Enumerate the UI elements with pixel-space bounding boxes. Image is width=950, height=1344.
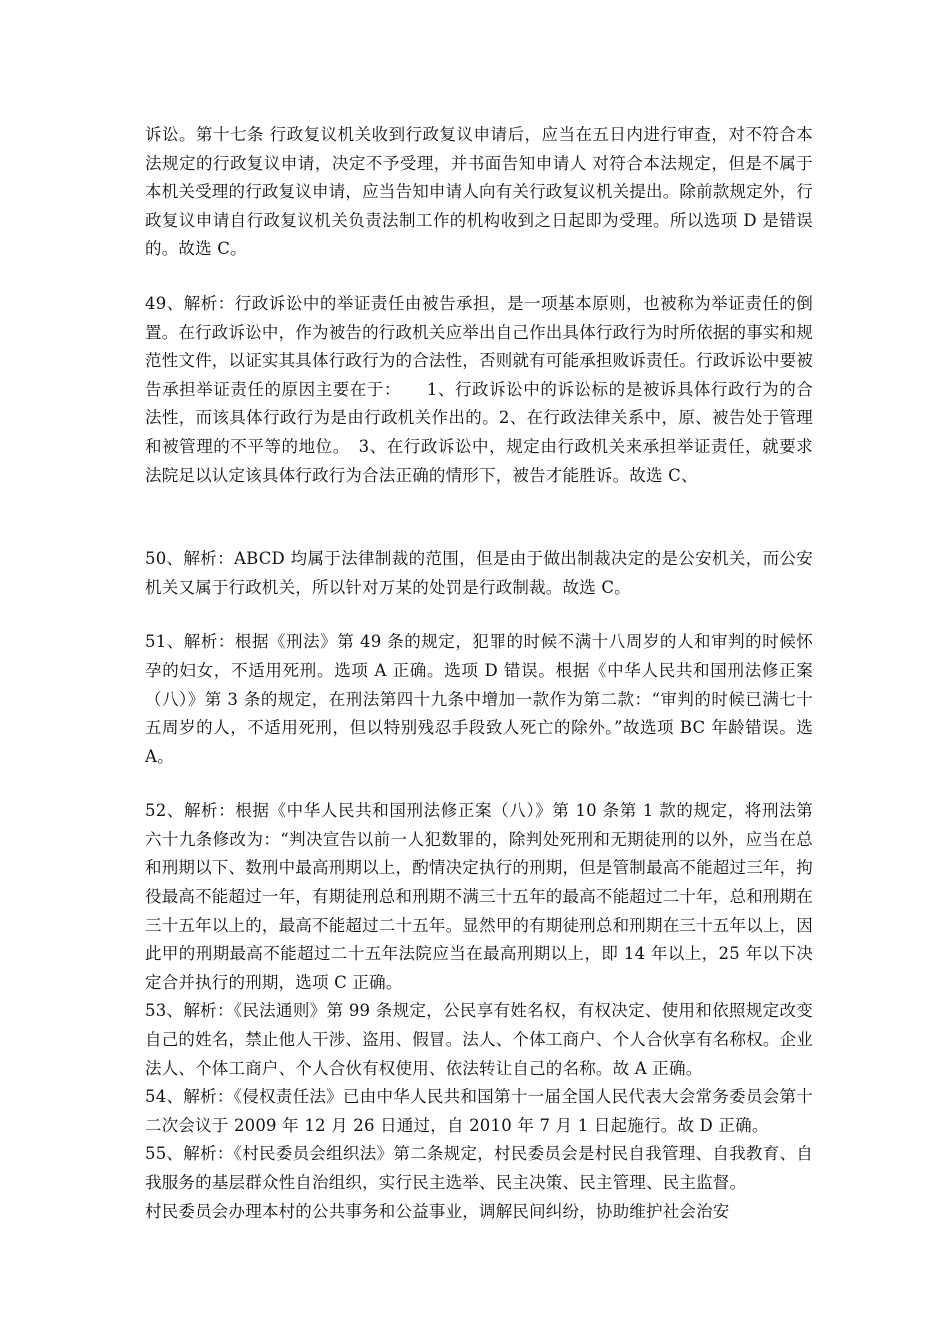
paragraph-q52: 52、解析：根据《中华人民共和国刑法修正案（八）》第 10 条第 1 款的规定，将刑法第六十九条修改为：“判决宣告以前一人犯数罪的，除判处死刑和无期徒刑的以外，应当在总和刑期以下、数刑中最高刑期以上，酌情决定执行的刑期，但是管制最高不能超过三年，拘役最高不能超过一年，有期徒刑总和刑期不满三十五年的最高不能超过二十年，总和刑期在三十五年以上的，最高不能超过二十五年。显然甲的有期徒刑总和刑期在三十五年以上，因此甲的刑期最高不能超过二十五年法院应当在最高刑期以上，即 14 年以上，25 年以下决定合并执行的刑期，选项 C 正确。 <box>145 801 813 992</box>
paragraph-q51: 51、解析：根据《刑法》第 49 条的规定，犯罪的时候不满十八周岁的人和审判的时候怀孕的妇女，不适用死刑。选项 A 正确。选项 D 错误。根据《中华人民共和国刑法修正案（八）》第 3 条的规定，在刑法第四十九条中增加一款作为第二款：“审判的时候已满七十五周岁的人，不适用死刑，但以特别残忍手段致人死亡的除外。”故选项 BC 年龄错误。选 A。 <box>145 632 813 766</box>
paragraph-q55-continued: 村民委员会办理本村的公共事务和公益事业，调解民间纠纷，协助维护社会治安 <box>145 1201 730 1221</box>
paragraph-q53: 53、解析：《民法通则》第 99 条规定，公民享有姓名权，有权决定、使用和依照规定改变自己的姓名，禁止他人干涉、盗用、假冒。法人、个体工商户、个人合伙享有名称权。企业法人、个体工商户、个人合伙有权使用、依法转让自己的名称。故 A 正确。 <box>145 1001 813 1078</box>
document-body <box>145 121 813 1226</box>
paragraph-q54: 54、解析：《侵权责任法》已由中华人民共和国第十一届全国人民代表大会常务委员会第十二次会议于 2009 年 12 月 26 日通过，自 2010 年 7 月 1 日起施行。故 D 正确。 <box>145 1087 813 1135</box>
paragraph-q49: 49、解析：行政诉讼中的举证责任由被告承担，是一项基本原则，也被称为举证责任的倒置。在行政诉讼中，作为被告的行政机关应举出自己作出具体行政行为时所依据的事实和规范性文件，以证实其具体行政行为的合法性，否则就有可能承担败诉责任。行政诉讼中要被告承担举证责任的原因主要在于： 1、行政诉讼中的诉讼标的是被诉具体行政行为的合法性，而该具体行政行为是由行政机关作出的。2、在行政法律关系中，原、被告处于管理和被管理的不平等的地位。 3、在行政诉讼中，规定由行政机关来承担举证责任，就要求法院足以认定该具体行政行为合法正确的情形下，被告才能胜诉。故选 C、 <box>145 293 813 485</box>
paragraph-q55: 55、解析：《村民委员会组织法》第二条规定，村民委员会是村民自我管理、自我教育、自我服务的基层群众性自治组织，实行民主选举、民主决策、民主管理、民主监督。 <box>145 1144 813 1192</box>
paragraph-q48-end: 诉讼。第十七条 行政复议机关收到行政复议申请后，应当在五日内进行审查，对不符合本法规定的行政复议申请，决定不予受理，并书面告知申请人 对符合本法规定，但是不属于本机关受理的行政复议申请，应当告知申请人向有关行政复议机关提出。除前款规定外，行政复议申请自行政复议机关负责法制工作的机构收到之日起即为受理。所以选项 D 是错误的。故选 C。 <box>145 125 813 259</box>
paragraph-q50: 50、解析：ABCD 均属于法律制裁的范围，但是由于做出制裁决定的是公安机关，而公安机关又属于行政机关，所以针对万某的处罚是行政制裁。故选 C。 <box>145 549 813 597</box>
